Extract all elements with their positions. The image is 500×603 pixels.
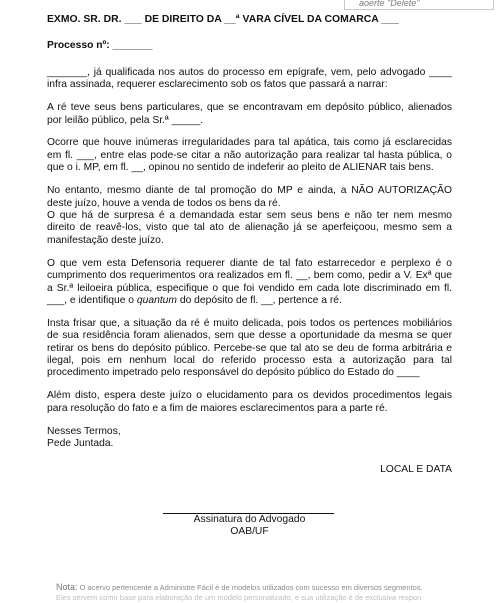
closing-termos: Nesses Termos, [47, 425, 121, 437]
delete-hint-text: aoerte "Delete" [359, 0, 420, 8]
closing-juntada: Pede Juntada. [47, 438, 114, 450]
paragraph-requerimento-tail: do depósito de fl. __, pertence a ré. [176, 294, 342, 306]
note-text-2: Eles servem como base para elaboração de um modelo personalizado, e sua utilização é de exclusiva respon [56, 593, 422, 602]
paragraph-requerimento-text: O que vem esta Defensoria requerer diante de tal fato estarrecedor e perplexo é o cumprimento dos requerimentos ora realizados em fl. __, bem como, pedir a V. Exª que a Sr.ª leiloeira pública, especifique o que foi vendido em cada lote discriminado em fl. ___, e identifique o [47, 257, 452, 306]
paragraph-no-entanto: No entanto, mesmo diante de tal promoção do MP e ainda, a NÃO AUTORIZAÇÃO deste juízo, houve a venda de todos os bens da ré. [47, 185, 452, 209]
note-label: Nota: [56, 582, 78, 592]
paragraph-intro: _______, já qualificada nos autos do processo em epígrafe, vem, pelo advogado ____ infra assinada, requerer esclarecimento sob os fatos que passará a narrar: [47, 66, 452, 91]
note-text: O acervo pertencente a Administre Fácil é de modelos utilizados com sucesso em diversos segmentos. [77, 583, 423, 592]
signature-label: Assinatura do Advogado [193, 513, 306, 525]
paragraph-surpresa: O que há de surpresa é a demandada estar sem seus bens e não ter nem mesmo direito de reavê-los, visto que tal ato de alienação já se aperfeiçoou, mesmo sem a manifestação deste juízo. [47, 209, 452, 246]
petition-document [47, 14, 452, 539]
process-number: Processo nº: _______ [47, 40, 153, 52]
signature-block [47, 514, 452, 539]
closing-block [47, 426, 452, 451]
paragraph-alem-disto: Além disto, espera deste juízo o elucidamento para os devidos procedimentos legais para resolução do fato e a fim de maiores esclarecimentos para a parte ré. [47, 390, 452, 414]
paragraph-requerimento [47, 258, 452, 308]
local-e-data: LOCAL E DATA [380, 464, 452, 476]
document-title: EXMO. SR. DR. ___ DE DIREITO DA __ª VARA CÍVEL DA COMARCA ___ [47, 14, 399, 25]
quantum-italic: quantum [136, 294, 177, 306]
paragraph-bens: A ré teve seus bens particulares, que se encontravam em depósito público, alienados por leilão público, pela Sr.ª _____. [47, 102, 452, 126]
oab-label: OAB/UF [230, 526, 269, 538]
paragraph-irregularidades: Ocorre que houve inúmeras irregularidades para tal apática, tais como já esclarecidas em fl. ___, entre elas pode-se citar a não autorização para realizar tal hasta pública, o que o i. MP, em fl. __, opinou no sentido de indeferir ao pleito de ALIENAR tais bens. [47, 137, 452, 174]
paragraph-insta-frisar: Insta frisar que, a situação da ré é muito delicada, pois todos os pertences mobiliários de sua residência foram alienados, sem que desse a oportunidade da mesma se quer retirar os bens do depósito público. Percebe-se que tal ato se deu de forma arbitrária e ilegal, pois em nenhum local do referido processo esta a autorização para tal procedimento impetrado pelo responsável do depósito público do Estado do ____ [47, 317, 452, 379]
delete-hint-box [344, 0, 494, 10]
